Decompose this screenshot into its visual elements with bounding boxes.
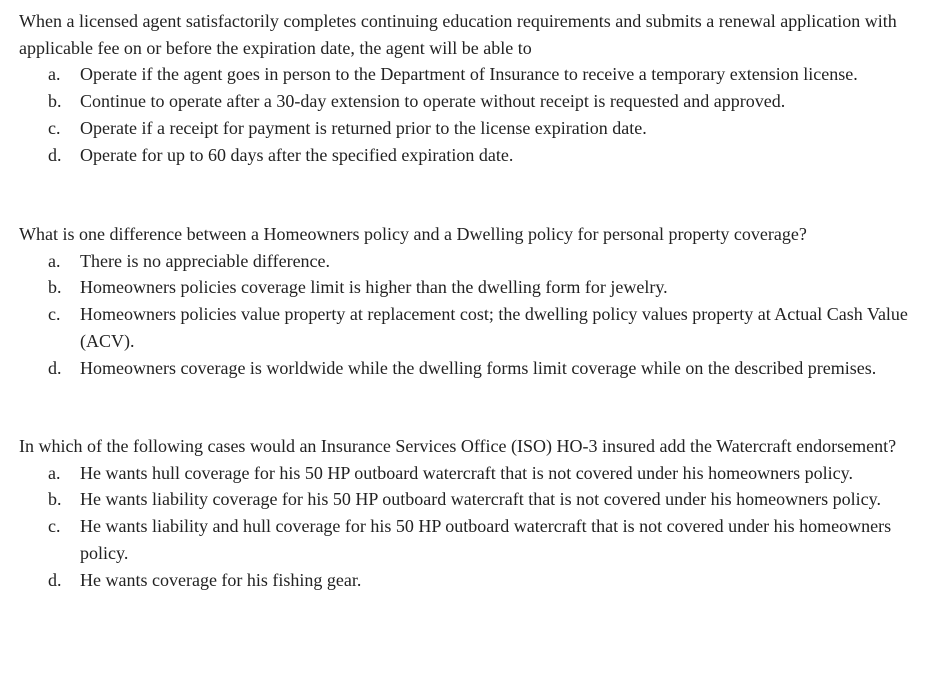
option-text: He wants coverage for his fishing gear.	[80, 569, 362, 590]
answer-option-a	[0, 248, 932, 275]
answer-option-b	[0, 486, 932, 513]
option-text: Operate if the agent goes in person to the Department of Insurance to receive a temporary extension license.	[80, 64, 858, 85]
option-text: Continue to operate after a 30-day extension to operate without receipt is requested and approved.	[80, 91, 786, 112]
option-text: He wants hull coverage for his 50 HP outboard watercraft that is not covered under his homeowners policy.	[80, 462, 853, 483]
answer-option-d	[0, 142, 932, 169]
option-text: Operate for up to 60 days after the specified expiration date.	[80, 144, 514, 165]
question-stem: What is one difference between a Homeowners policy and a Dwelling policy for personal property coverage?	[19, 224, 807, 244]
answer-options	[0, 248, 932, 382]
option-letter: d.	[48, 357, 62, 378]
answer-option-c	[0, 513, 932, 566]
option-text: Operate if a receipt for payment is returned prior to the license expiration date.	[80, 117, 647, 138]
answer-option-d	[0, 567, 932, 594]
option-text: Homeowners policies value property at replacement cost; the dwelling policy values property at Actual Cash Value (ACV).	[80, 304, 908, 351]
option-letter: a.	[48, 64, 61, 85]
answer-option-a	[0, 61, 932, 88]
answer-option-d	[0, 355, 932, 382]
option-letter: b.	[48, 277, 62, 298]
option-letter: a.	[48, 250, 61, 271]
option-letter: c.	[48, 516, 61, 537]
option-letter: d.	[48, 569, 62, 590]
option-letter: d.	[48, 144, 62, 165]
option-text: He wants liability and hull coverage for his 50 HP outboard watercraft that is not covered under his homeowners policy.	[80, 516, 892, 563]
answer-option-b	[0, 88, 932, 115]
answer-options	[0, 61, 932, 168]
answer-option-c	[0, 301, 932, 354]
option-letter: c.	[48, 117, 61, 138]
answer-options	[0, 460, 932, 594]
option-text: He wants liability coverage for his 50 HP outboard watercraft that is not covered under his homeowners policy.	[80, 489, 881, 510]
option-text: There is no appreciable difference.	[80, 250, 331, 271]
answer-option-c	[0, 115, 932, 142]
answer-option-b	[0, 274, 932, 301]
option-letter: a.	[48, 462, 61, 483]
option-text: Homeowners coverage is worldwide while the dwelling forms limit coverage while on the described premises.	[80, 357, 877, 378]
question-1	[0, 8, 932, 168]
option-text: Homeowners policies coverage limit is higher than the dwelling form for jewelry.	[80, 277, 668, 298]
option-letter: b.	[48, 489, 62, 510]
option-letter: c.	[48, 304, 61, 325]
question-stem: When a licensed agent satisfactorily completes continuing education requirements and submits a renewal application with applicable fee on or before the expiration date, the agent will be able to	[19, 11, 897, 58]
question-stem: In which of the following cases would an Insurance Services Office (ISO) HO-3 insured add the Watercraft endorsement?	[19, 436, 897, 456]
question-2	[0, 221, 932, 381]
question-3	[0, 433, 932, 593]
option-letter: b.	[48, 91, 62, 112]
answer-option-a	[0, 460, 932, 487]
